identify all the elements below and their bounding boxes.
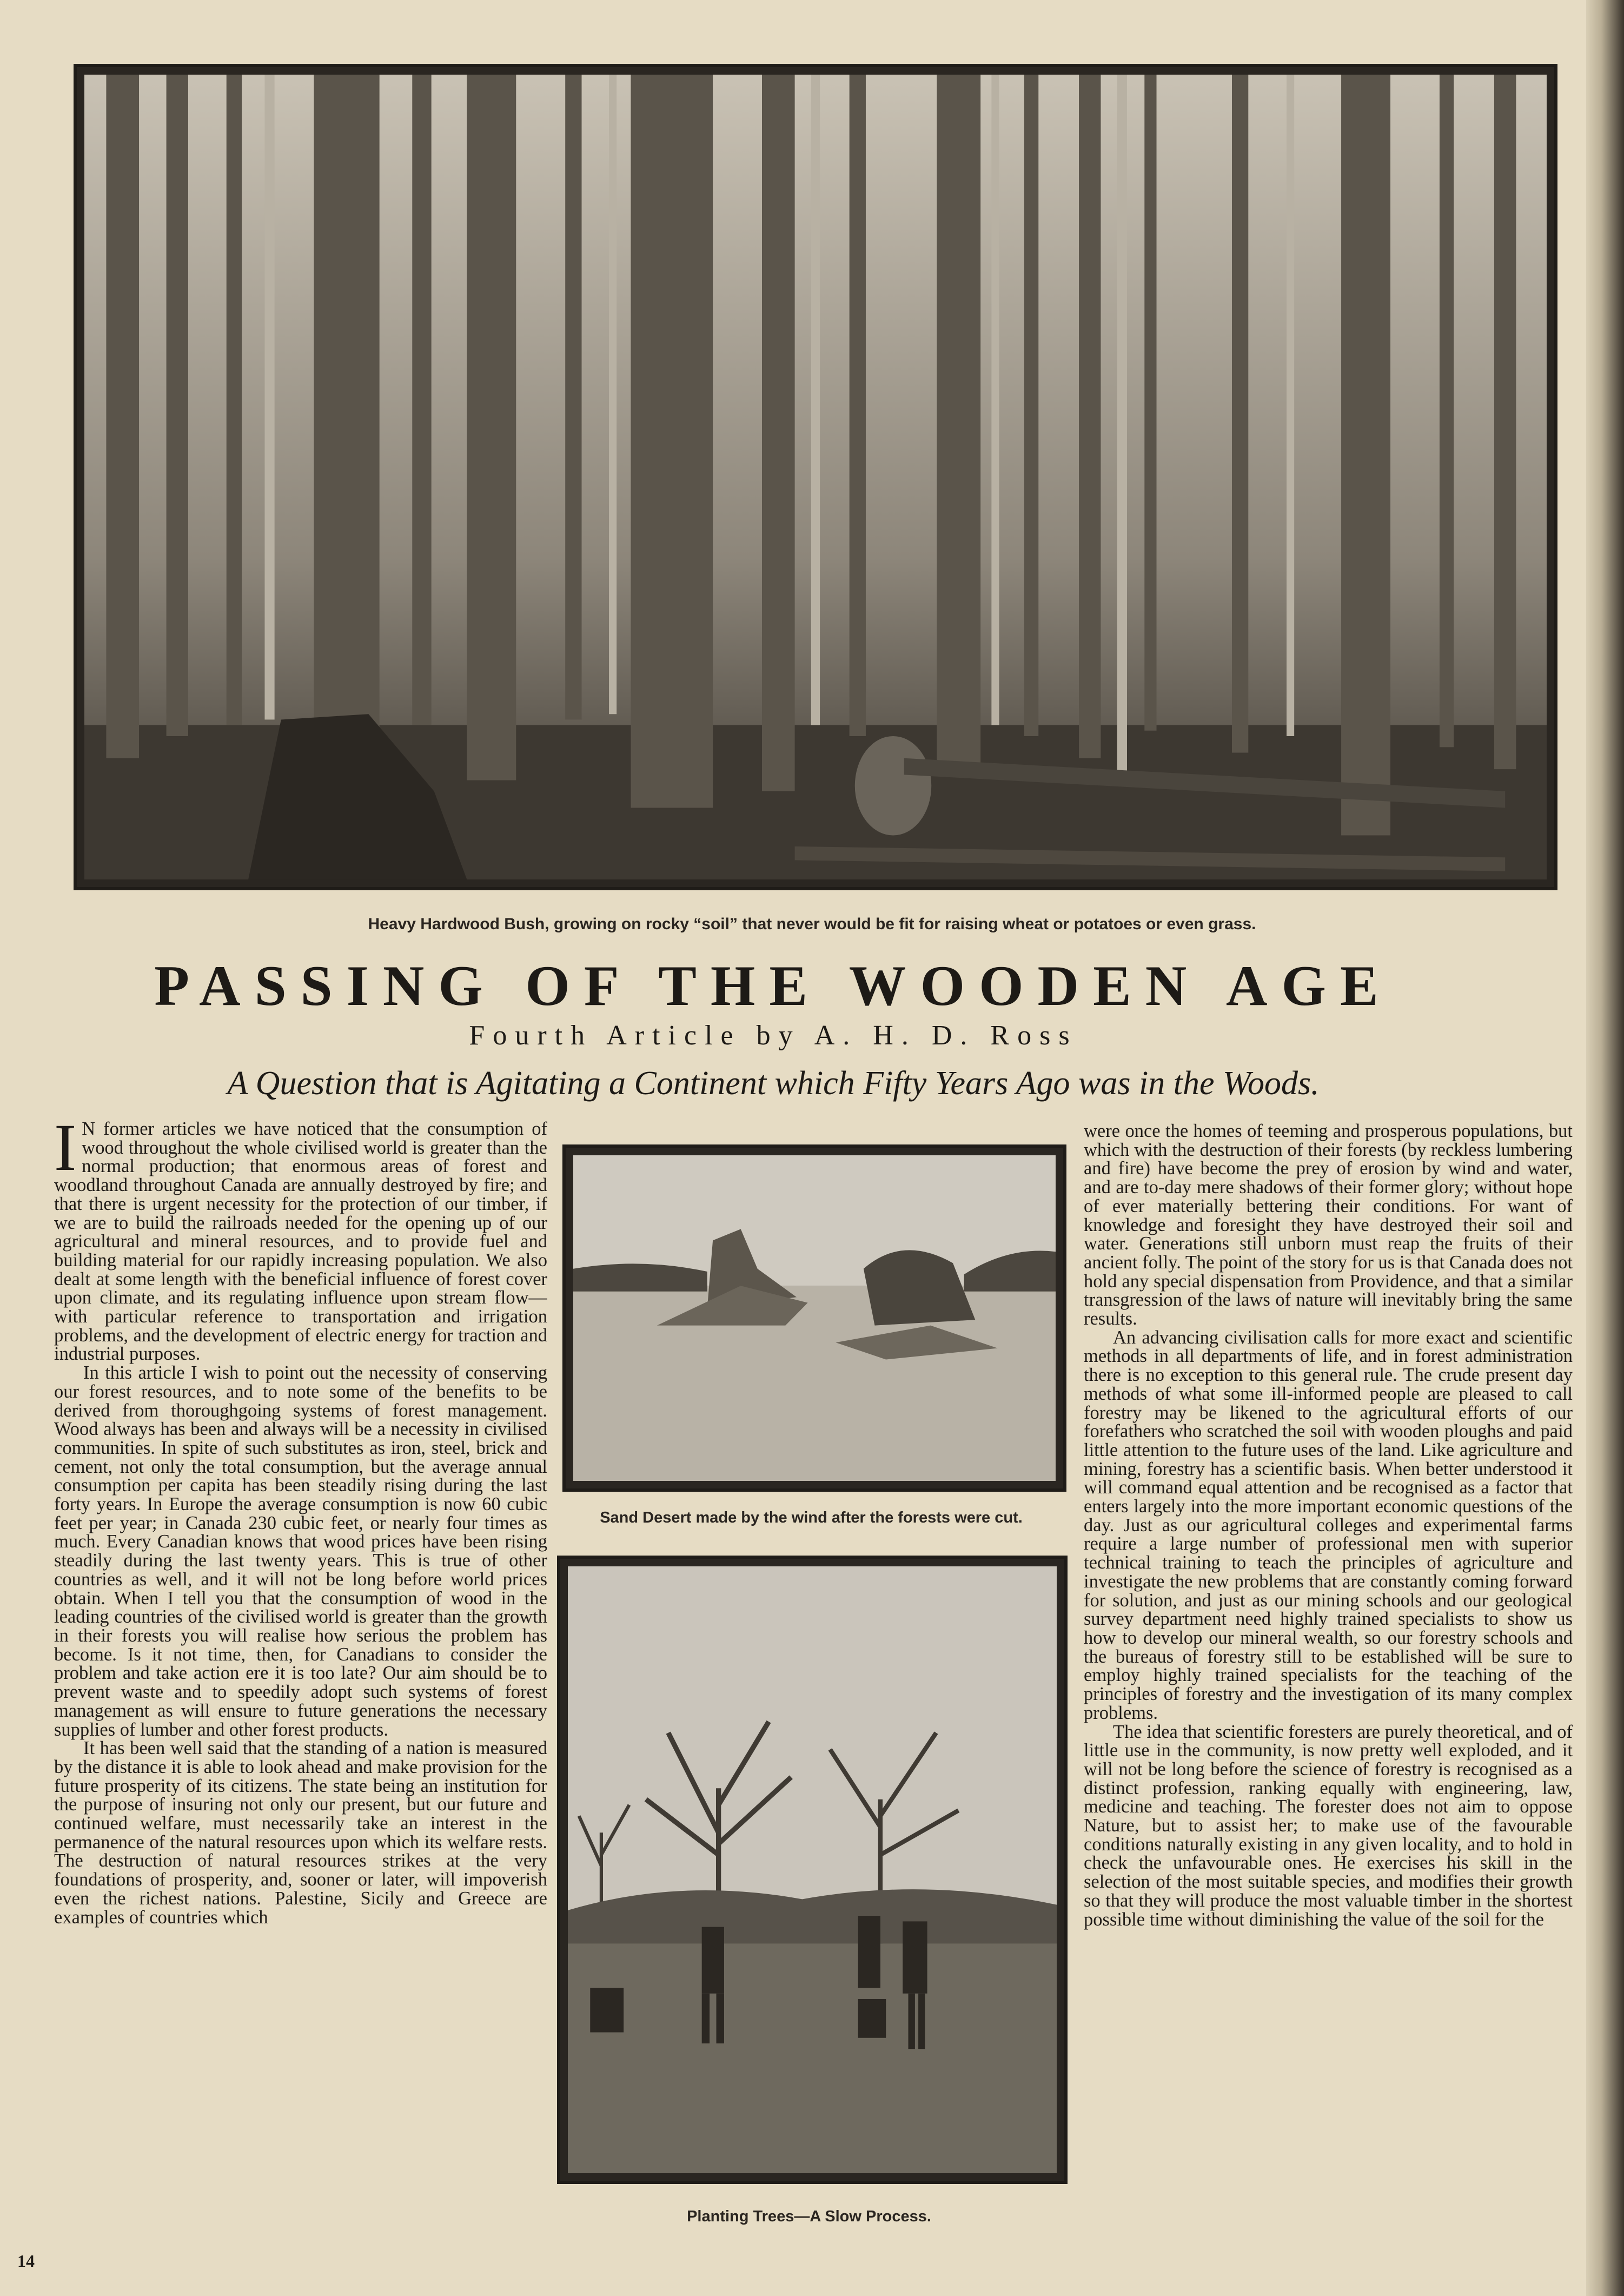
drop-cap: I [54, 1120, 77, 1185]
paragraph: were once the homes of teeming and prosperous populations, but which with the destruction of their forests (by reckless lumbering and fire) have become the prey of erosion by wind and water, and are to-day mere shadows of their former glory; without hope of ever materially bettering their conditions. For want of knowledge and foresight they have destroyed their soil and water. Generations still unborn must reap the fruits of their ancient folly. The point of the story for us is that Canada does not hold any special dispensation from Providence, and that a similar transgression of the laws of nature will inevitably bring the same results. [1084, 1122, 1573, 1329]
paragraph: An advancing civilisation calls for more exact and scientific methods in all departments of life, and in forest administration there is no exception to this general rule. The crude present day methods of what some ill-informed people are pleased to call forestry may be likened to the agricultural efforts of our forefathers who scratched the soil with wooden ploughs and paid little attention to the future uses of the land. Like agriculture and mining, forestry has a scientific basis. When better understood it will command equal attention and be recognised as a factor that enters largely into the more important economic questions of the day. Just as our agricultural colleges and experimental farms require a large number of professional men with superior technical training to teach the principles of agriculture and investigate the new problems that are constantly coming forward for solution, and just as our mining schools and our geological survey department need highly trained specialists to show us how to develop our mineral wealth, so our forestry schools and the bureaus of forestry still to be established will be sure to employ highly trained specialists for the teaching of the principles of forestry and the investigation of its many complex problems. [1084, 1327, 1573, 1723]
article-byline: Fourth Article by A. H. D. Ross [469, 1020, 1078, 1051]
paragraph: The idea that scientific foresters are purely theoretical, and of little use in the community, is now pretty well exploded, and it will not be long before the science of forestry is recognised as a distinct profession, ranking equally with engineering, law, medicine and teaching. The forester does not aim to oppose Nature, but to assist her; to make use of the favourable conditions naturally existing in any given locality, and to hold in check the unfavourable ones. He exercises his skill in the selection of the most suitable species, and modifies their growth so that they will produce the most valuable timber in the shortest possible time without diminishing the value of the soil for the [1084, 1721, 1573, 1930]
planting-trees-caption: Planting Trees—A Slow Process. [687, 2208, 931, 2225]
article-title: PASSING OF THE WOODEN AGE [154, 954, 1393, 1017]
page-number: 14 [17, 2251, 35, 2271]
sand-desert-caption: Sand Desert made by the wind after the forests were cut. [600, 1509, 1023, 1526]
paragraph-text: N former articles we have noticed that the consumption of wood throughout the whole civilised world is greater than the normal production; that enormous areas of forest and woodland throughout Canada are annually destroyed by fire; and that there is urgent necessity for the protection of our timber, if we are to build the railroads needed for the opening up of our agricultural and mineral resources, and to provide fuel and building material for our rapidly increasing population. We also dealt at some length with the beneficial influence of forest cover upon climate, and its regulating influence upon stream flow—with particular reference to transportation and irrigation problems, and the development of electric energy for traction and industrial purposes. [54, 1120, 547, 1365]
article-column-3 [1084, 1122, 1573, 2241]
paragraph [54, 1120, 547, 1364]
sand-desert-photo [562, 1144, 1066, 1492]
planting-trees-photo [557, 1556, 1068, 2184]
forest-photo [74, 64, 1557, 890]
article-subtitle: A Question that is Agitating a Continent which Fifty Years Ago was in the Woods. [227, 1065, 1320, 1102]
article-column-1 [54, 1120, 547, 2232]
paragraph: It has been well said that the standing of a nation is measured by the distance it is able to look ahead and make provision for the future prosperity of its citizens. The state being an institution for the purpose of insuring not only our present, but our future and continued welfare, must necessarily take an interest in the permanence of the natural resources upon which its welfare rests. The destruction of natural resources strikes at the very foundations of prosperity, and, sooner or later, will impoverish even the richest nations. Palestine, Sicily and Greece are examples of countries which [54, 1738, 547, 1928]
page-fold-shadow [1586, 0, 1624, 2296]
top-photo-caption: Heavy Hardwood Bush, growing on rocky “soil” that never would be fit for raising wheat or potatoes or even grass. [368, 915, 1256, 933]
paragraph: In this article I wish to point out the necessity of conserving our forest resources, and to note some of the benefits to be derived from thoroughgoing systems of forest management. Wood always has been and always will be a necessity in civilised communities. In spite of such substitutes as iron, steel, brick and cement, not only the total consumption, but the average annual consumption per capita has been steadily rising during the last forty years. In Europe the average consumption is now 60 cubic feet per year; in Canada 230 cubic feet, or nearly four times as much. Every Canadian knows that wood prices have been rising steadily during the last twenty years. This is true of other countries as well, and it will not be long before world prices obtain. When I tell you that the consumption of wood in the leading countries of the civilised world is greater than the growth in their forests you will realise how serious the problem has become. Is it not time, then, for Canadians to consider the problem and take action ere it is too late? Our aim should be to prevent waste and to speedily adopt such systems of forest management as will ensure to future generations the necessary supplies of lumber and other forest products. [54, 1362, 547, 1740]
planting-trees-photo-image [568, 1566, 1057, 2173]
sand-desert-photo-image [573, 1155, 1056, 1481]
forest-photo-image [84, 75, 1547, 879]
